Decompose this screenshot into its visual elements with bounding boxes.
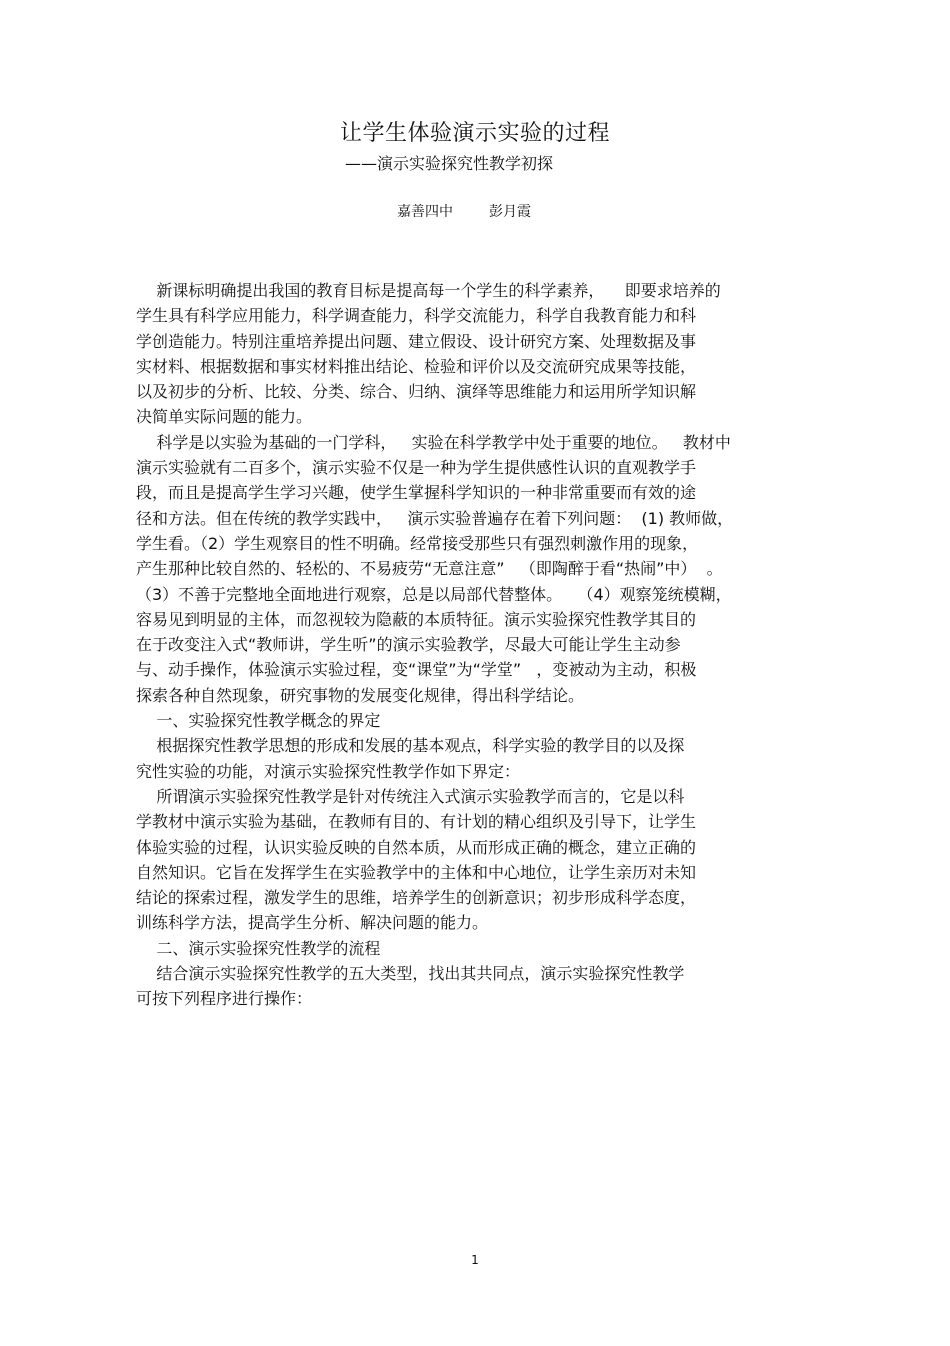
text-line: 段，而且是提高学生学习兴趣，使学生掌握科学知识的一种非常重要而有效的途 [136,483,697,503]
text-line: 容易见到明显的主体，而忽视较为隐蔽的本质特征。演示实验探究性教学其目的 [136,609,697,629]
body-text [136,278,816,1012]
text-line: 所谓演示实验探究性教学是针对传统注入式演示实验教学而言的，它是以科 [136,786,685,806]
text-line: 训练科学方法，提高学生分析、解决问题的能力。 [136,913,489,933]
text-line: 产生那种比较自然的、轻松的、不易疲劳“无意注意” （即陶醉于看“热闹”中） 。 [136,559,723,579]
text-line: 在于改变注入式“教师讲，学生听”的演示实验教学，尽最大可能让学生主动参 [136,635,681,655]
text-line: 演示实验就有二百多个，演示实验不仅是一种为学生提供感性认识的直观教学手 [136,458,697,478]
text-line: 结合演示实验探究性教学的五大类型，找出其共同点，演示实验探究性教学 [136,964,685,984]
page-title: 让学生体验演示实验的过程 [339,121,610,146]
text-line: 决简单实际问题的能力。 [136,407,313,427]
text-line: 探索各种自然现象，研究事物的发展变化规律，得出科学结论。 [136,685,585,705]
page-number: 1 [471,1253,479,1267]
text-line: 一、实验探究性教学概念的界定 [136,711,381,731]
text-line: 实材料、根据数据和事实材料推出结论、检验和评价以及交流研究成果等技能， [136,356,697,376]
text-line: 学创造能力。特别注重培养提出问题、建立假设、设计研究方案、处理数据及事 [136,331,697,351]
text-line: 究性实验的功能，对演示实验探究性教学作如下界定： [136,761,521,781]
text-line: 体验实验的过程，认识实验反映的自然本质，从而形成正确的概念，建立正确的 [136,837,697,857]
text-line: 二、演示实验探究性教学的流程 [136,938,381,958]
byline [397,201,531,221]
author-name: 彭月霞 [489,204,531,220]
text-line: 根据探究性教学思想的形成和发展的基本观点，科学实验的教学目的以及探 [136,736,685,756]
text-line: 科学是以实验为基础的一门学科， 实验在科学教学中处于重要的地位。 教材中 [136,432,731,452]
text-line: 学生看。（2）学生观察目的性不明确。经常接受那些只有强烈刺激作用的现象， [136,533,699,553]
text-line: 自然知识。它旨在发挥学生在实验教学中的主体和中心地位，让学生亲历对未知 [136,862,697,882]
text-line: 学教材中演示实验为基础，在教师有目的、有计划的精心组织及引导下，让学生 [136,812,697,832]
text-line: 学生具有科学应用能力，科学调查能力，科学交流能力，科学自我教育能力和科 [136,306,697,326]
school-name: 嘉善四中 [397,204,453,220]
text-line: 以及初步的分析、比较、分类、综合、归纳、演绎等思维能力和运用所学知识解 [136,382,697,402]
page-subtitle: ——演示实验探究性教学初探 [345,154,554,173]
text-line: 与、动手操作，体验演示实验过程，变“课堂”为“学堂” ，变被动为主动，积极 [136,660,697,680]
text-line: 可按下列程序进行操作： [136,989,313,1009]
text-line: 径和方法。但在传统的教学实践中， 演示实验普遍存在着下列问题： (1) 教师做， [136,508,734,528]
text-line: 结论的探索过程，激发学生的思维，培养学生的创新意识；初步形成科学态度， [136,888,697,908]
text-line: 新课标明确提出我国的教育目标是提高每一个学生的科学素养， 即要求培养的 [136,281,721,300]
text-line: （3）不善于完整地全面地进行观察，总是以局部代替整体。 （4）观察笼统模糊， [136,584,732,604]
